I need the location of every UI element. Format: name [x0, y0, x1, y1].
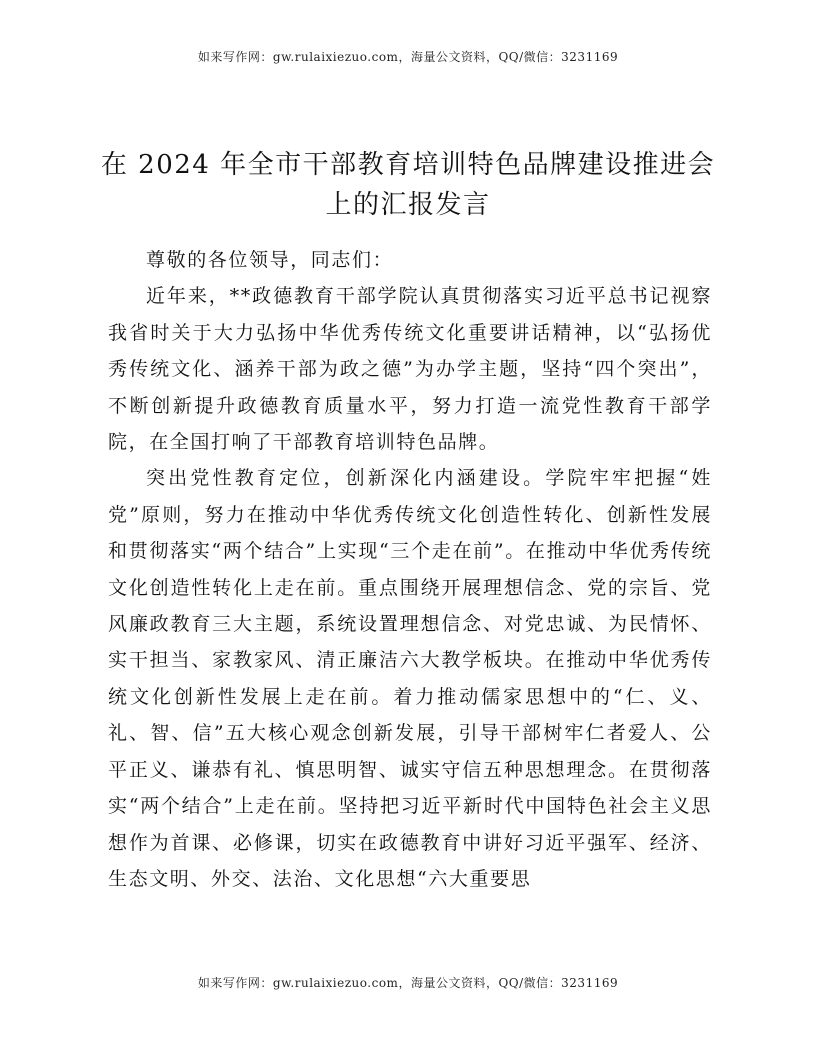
page-header: 如来写作网：gw.rulaixiezuo.com，海量公文资料，QQ/微信：3231169 [197, 50, 619, 64]
page-footer: 如来写作网：gw.rulaixiezuo.com，海量公文资料，QQ/微信：3231169 [197, 976, 619, 990]
document-body [108, 242, 712, 897]
paragraph-party-education: 突出党性教育定位，创新深化内涵建设。学院牢牢把握“姓党”原则，努力在推动中华优秀传统文化创造性转化、创新性发展和贯彻落实“两个结合”上实现“三个走在前”。在推动中华优秀传统文化创造性转化上走在前。重点围绕开展理想信念、党的宗旨、党风廉政教育三大主题，系统设置理想信念、对党忠诚、为民情怀、实干担当、家教家风、清正廉洁六大教学板块。在推动中华优秀传统文化创新性发展上走在前。着力推动儒家思想中的“仁、义、礼、智、信”五大核心观念创新发展，引导干部树牢仁者爱人、公平正义、谦恭有礼、慎思明智、诚实守信五种思想理念。在贯彻落实“两个结合”上走在前。坚持把习近平新时代中国特色社会主义思想作为首课、必修课，切实在政德教育中讲好习近平强军、经济、生态文明、外交、法治、文化思想“六大重要思 [108, 467, 712, 890]
salutation: 尊敬的各位领导，同志们： [146, 249, 394, 271]
document-title: 在 2024 年全市干部教育培训特色品牌建设推进会上的汇报发言 [100, 150, 716, 220]
paragraph-intro: 近年来，**政德教育干部学院认真贯彻落实习近平总书记视察我省时关于大力弘扬中华优秀传统文化重要讲话精神，以“弘扬优秀传统文化、涵养干部为政之德”为办学主题，坚持“四个突出”，不断创新提升政德教育质量水平，努力打造一流党性教育干部学院，在全国打响了干部教育培训特色品牌。 [108, 285, 712, 454]
